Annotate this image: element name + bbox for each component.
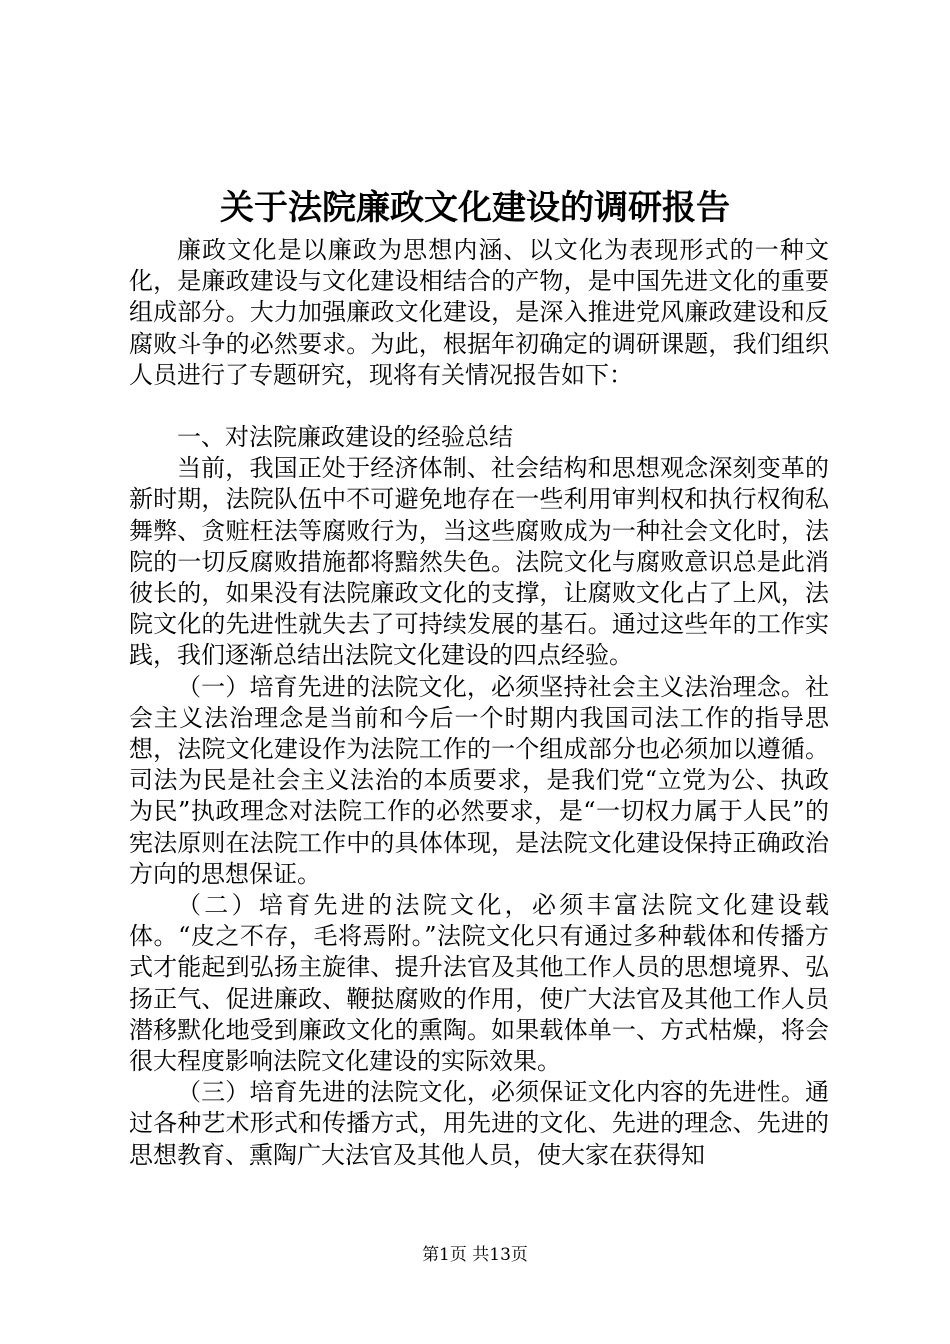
paragraph-spacer bbox=[129, 391, 829, 422]
intro-paragraph: 廉政文化是以廉政为思想内涵、以文化为表现形式的一种文化，是廉政建设与文化建设相结合的产物，是中国先进文化的重要组成部分。大力加强廉政文化建设，是深入推进党风廉政建设和反腐败斗争的必然要求。为此，根据年初确定的调研课题，我们组织人员进行了专题研究，现将有关情况报告如下： bbox=[129, 236, 829, 389]
page-footer: 第1页 共13页 bbox=[422, 1245, 528, 1265]
section-heading: 一、对法院廉政建设的经验总结 bbox=[177, 423, 513, 452]
body-paragraph: （二）培育先进的法院文化，必须丰富法院文化建设载体。“皮之不存，毛将焉附。”法院文化只有通过多种载体和传播方式才能起到弘扬主旋律、提升法官及其他工作人员的思想境界、弘扬正气、促进廉政、鞭挞腐败的作用，使广大法官及其他工作人员潜移默化地受到廉政文化的熏陶。如果载体单一、方式枯燥，将会很大程度影响法院文化建设的实际效果。 bbox=[129, 891, 829, 1076]
document-body bbox=[129, 235, 829, 1171]
body-paragraph: 当前，我国正处于经济体制、社会结构和思想观念深刻变革的新时期，法院队伍中不可避免地存在一些利用审判权和执行权徇私舞弊、贪赃枉法等腐败行为，当这些腐败成为一种社会文化时，法院的一切反腐败措施都将黯然失色。法院文化与腐败意识总是此消彼长的，如果没有法院廉政文化的支撑，让腐败文化占了上风，法院文化的先进性就失去了可持续发展的基石。通过这些年的工作实践，我们逐渐总结出法院文化建设的四点经验。 bbox=[129, 454, 829, 670]
body-paragraph: （一）培育先进的法院文化，必须坚持社会主义法治理念。社会主义法治理念是当前和今后一个时期内我国司法工作的指导思想，法院文化建设作为法院工作的一个组成部分也必须加以遵循。司法为民是社会主义法治的本质要求，是我们党“立党为公、执政为民”执政理念对法院工作的必然要求，是“一切权力属于人民”的宪法原则在法院工作中的具体体现，是法院文化建设保持正确政治方向的思想保证。 bbox=[129, 672, 829, 888]
body-paragraph: （三）培育先进的法院文化，必须保证文化内容的先进性。通过各种艺术形式和传播方式，用先进的文化、先进的理念、先进的思想教育、熏陶广大法官及其他人员，使大家在获得知 bbox=[129, 1078, 829, 1169]
document-title: 关于法院廉政文化建设的调研报告 bbox=[220, 188, 730, 228]
